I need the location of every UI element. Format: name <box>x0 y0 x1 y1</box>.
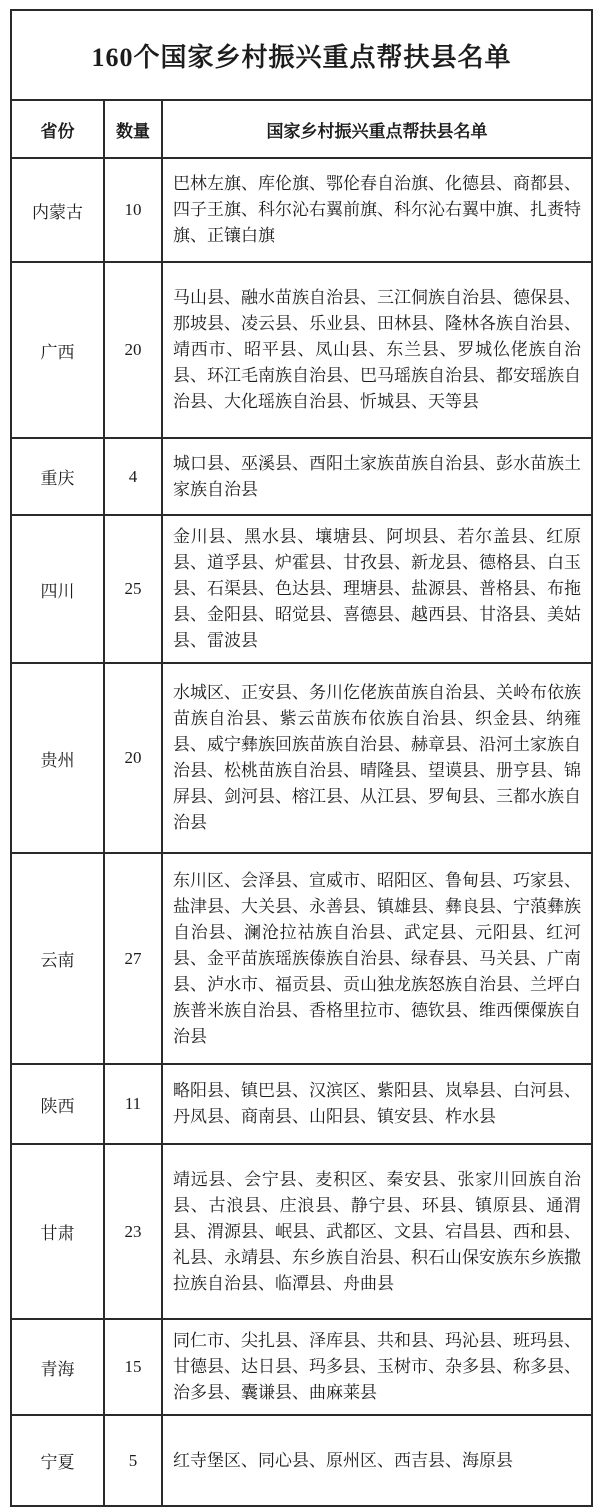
col-header-count: 数量 <box>104 100 162 158</box>
table-row <box>11 853 592 1064</box>
counties-cell: 靖远县、会宁县、麦积区、秦安县、张家川回族自治县、古浪县、庄浪县、静宁县、环县、镇原县、通渭县、渭源县、岷县、武都区、文县、宕昌县、西和县、礼县、永靖县、东乡族自治县、积石山保安族东乡族撒拉族自治县、临潭县、舟曲县 <box>162 1144 592 1319</box>
province-cell: 贵州 <box>11 663 104 853</box>
header-row <box>11 100 592 158</box>
count-cell: 10 <box>104 158 162 262</box>
table-row <box>11 663 592 853</box>
province-cell: 云南 <box>11 853 104 1064</box>
count-cell: 20 <box>104 663 162 853</box>
table-row <box>11 262 592 438</box>
table-row <box>11 158 592 262</box>
table-row <box>11 1319 592 1415</box>
col-header-province: 省份 <box>11 100 104 158</box>
province-cell: 四川 <box>11 515 104 663</box>
province-cell: 宁夏 <box>11 1415 104 1506</box>
count-cell: 15 <box>104 1319 162 1415</box>
table-row <box>11 438 592 515</box>
province-cell: 广西 <box>11 262 104 438</box>
count-cell: 20 <box>104 262 162 438</box>
province-cell: 重庆 <box>11 438 104 515</box>
province-cell: 内蒙古 <box>11 158 104 262</box>
title-row <box>11 10 592 100</box>
counties-cell: 水城区、正安县、务川仡佬族苗族自治县、关岭布依族苗族自治县、紫云苗族布依族自治县、织金县、纳雍县、威宁彝族回族苗族自治县、赫章县、沿河土家族自治县、松桃苗族自治县、晴隆县、望谟县、册亨县、锦屏县、剑河县、榕江县、从江县、罗甸县、三都水族自治县 <box>162 663 592 853</box>
count-cell: 27 <box>104 853 162 1064</box>
counties-cell: 同仁市、尖扎县、泽库县、共和县、玛沁县、班玛县、甘德县、达日县、玛多县、玉树市、杂多县、称多县、治多县、囊谦县、曲麻莱县 <box>162 1319 592 1415</box>
count-cell: 11 <box>104 1064 162 1144</box>
table-row <box>11 1415 592 1506</box>
counties-cell: 红寺堡区、同心县、原州区、西吉县、海原县 <box>162 1415 592 1506</box>
counties-cell: 东川区、会泽县、宣威市、昭阳区、鲁甸县、巧家县、盐津县、大关县、永善县、镇雄县、彝良县、宁蒗彝族自治县、澜沧拉祜族自治县、武定县、元阳县、红河县、金平苗族瑶族傣族自治县、绿春县、马关县、广南县、泸水市、福贡县、贡山独龙族怒族自治县、兰坪白族普米族自治县、香格里拉市、德钦县、维西傈僳族自治县 <box>162 853 592 1064</box>
counties-cell: 金川县、黑水县、壤塘县、阿坝县、若尔盖县、红原县、道孚县、炉霍县、甘孜县、新龙县、德格县、白玉县、石渠县、色达县、理塘县、盐源县、普格县、布拖县、金阳县、昭觉县、喜德县、越西县、甘洛县、美姑县、雷波县 <box>162 515 592 663</box>
province-cell: 青海 <box>11 1319 104 1415</box>
page-title: 160个国家乡村振兴重点帮扶县名单 <box>11 10 592 100</box>
count-cell: 23 <box>104 1144 162 1319</box>
counties-cell: 略阳县、镇巴县、汉滨区、紫阳县、岚皋县、白河县、丹凤县、商南县、山阳县、镇安县、柞水县 <box>162 1064 592 1144</box>
count-cell: 4 <box>104 438 162 515</box>
support-counties-table <box>10 9 593 1507</box>
table-row <box>11 1144 592 1319</box>
table-row <box>11 515 592 663</box>
count-cell: 5 <box>104 1415 162 1506</box>
province-cell: 陕西 <box>11 1064 104 1144</box>
counties-cell: 巴林左旗、库伦旗、鄂伦春自治旗、化德县、商都县、四子王旗、科尔沁右翼前旗、科尔沁右翼中旗、扎赉特旗、正镶白旗 <box>162 158 592 262</box>
counties-cell: 城口县、巫溪县、酉阳土家族苗族自治县、彭水苗族土家族自治县 <box>162 438 592 515</box>
table-row <box>11 1064 592 1144</box>
counties-cell: 马山县、融水苗族自治县、三江侗族自治县、德保县、那坡县、凌云县、乐业县、田林县、隆林各族自治县、靖西市、昭平县、凤山县、东兰县、罗城仫佬族自治县、环江毛南族自治县、巴马瑶族自治县、都安瑶族自治县、大化瑶族自治县、忻城县、天等县 <box>162 262 592 438</box>
count-cell: 25 <box>104 515 162 663</box>
province-cell: 甘肃 <box>11 1144 104 1319</box>
col-header-counties: 国家乡村振兴重点帮扶县名单 <box>162 100 592 158</box>
